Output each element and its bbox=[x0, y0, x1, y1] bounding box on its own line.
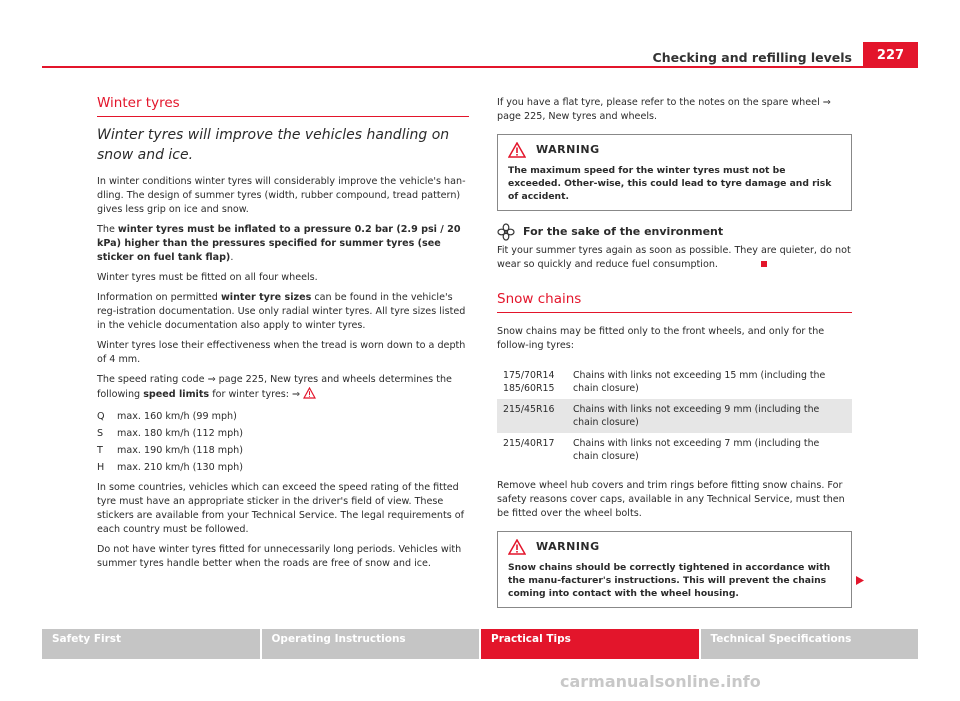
warning-title: WARNING bbox=[536, 143, 600, 156]
speed-value: max. 180 km/h (112 mph) bbox=[117, 428, 243, 439]
tab-technical-specifications[interactable]: Technical Specifications bbox=[701, 629, 919, 659]
section-subtitle: Winter tyres will improve the vehicles handling on snow and ice. bbox=[97, 127, 450, 163]
section-end-marker bbox=[761, 261, 767, 267]
paragraph-stickers: In some countries, vehicles which can exceed the speed rating of the fitted tyre must have an appropriate sticker in the driver's field of view. These stickers are available from your Technical Service. The legal requirements of each country must be followed. bbox=[97, 482, 465, 535]
speed-value: max. 160 km/h (99 mph) bbox=[117, 411, 237, 422]
table-row bbox=[497, 433, 852, 467]
paragraph-tyre-sizes bbox=[97, 291, 469, 333]
bold-speed-limits: speed limits bbox=[143, 389, 210, 400]
tyre-size: 175/70R14 bbox=[503, 370, 555, 381]
tyre-size: 215/45R16 bbox=[503, 404, 555, 415]
snow-chains-table bbox=[497, 365, 852, 467]
table-cell-description: Chains with links not exceeding 9 mm (including the chain closure) bbox=[567, 399, 852, 433]
speed-value: max. 210 km/h (130 mph) bbox=[117, 462, 243, 473]
list-item bbox=[97, 444, 469, 458]
environment-header bbox=[497, 223, 852, 241]
bold-pressure-text: winter tyres must be inflated to a pressure 0.2 bar (2.9 psi / 20 kPa) higher than the pressures specified for summer tyres (see sticker on fuel tank flap) bbox=[97, 224, 461, 263]
table-cell-description: Chains with links not exceeding 7 mm (including the chain closure) bbox=[573, 438, 820, 462]
text-fragment: for winter tyres: ⇒ bbox=[209, 389, 304, 400]
paragraph-long-periods: Do not have winter tyres fitted for unnecessarily long periods. Vehicles with summer tyres handle better when the roads are free of snow and ice. bbox=[97, 544, 462, 569]
paragraph-pressure bbox=[97, 223, 469, 265]
table-cell-size bbox=[497, 433, 567, 467]
warning-text: Snow chains should be correctly tightened in accordance with the manu-facturer's instructions. This will prevent the chains coming into contact with the wheel housing. bbox=[508, 562, 831, 599]
section-title-snow-chains: Snow chains bbox=[497, 292, 852, 313]
table-cell-description: Chains with links not exceeding 15 mm (including the chain closure) bbox=[573, 370, 826, 394]
paragraph-hub-covers: Remove wheel hub covers and trim rings before fitting snow chains. For safety reasons cover caps, available in any Technical Service, must then be fitted over the wheel bolts. bbox=[497, 480, 845, 519]
text-fragment: Fit your summer tyres again as soon as possible. They are quieter, do not wear so quickly and reduce fuel consumption. bbox=[497, 245, 851, 270]
paragraph-four-wheels: Winter tyres must be fitted on all four wheels. bbox=[97, 272, 318, 283]
tab-operating-instructions[interactable]: Operating Instructions bbox=[262, 629, 482, 659]
continue-arrow-icon bbox=[856, 570, 864, 589]
footer-navigation bbox=[42, 629, 918, 659]
warning-triangle-icon bbox=[508, 142, 526, 158]
table-cell-size bbox=[497, 399, 567, 433]
paragraph-winter-conditions: In winter conditions winter tyres will considerably improve the vehicle's han-dling. The design of summer tyres (width, rubber compound, tread pattern) gives less grip on ice and snow. bbox=[97, 176, 466, 215]
text-fragment: The speed rating code ⇒ page 225, New tyres and wheels determines the following bbox=[97, 374, 452, 400]
paragraph-speed-rating bbox=[97, 373, 469, 404]
tab-safety-first[interactable]: Safety First bbox=[42, 629, 262, 659]
warning-box-chains bbox=[497, 531, 852, 608]
environment-title: For the sake of the environment bbox=[523, 225, 724, 238]
list-item bbox=[97, 461, 469, 475]
tyre-size: 215/40R17 bbox=[503, 438, 555, 449]
text-fragment: can be found in the vehicle's reg-istration documentation. Use only radial winter tyres. All tyre sizes listed in the vehicle documentation also apply to winter tyres. bbox=[97, 292, 466, 331]
environment-text bbox=[497, 244, 852, 272]
speed-code: H bbox=[97, 462, 105, 473]
text-fragment: The bbox=[97, 224, 118, 235]
left-column bbox=[97, 96, 469, 577]
table-cell-size bbox=[497, 365, 567, 399]
bold-tyre-sizes: winter tyre sizes bbox=[220, 292, 312, 303]
paragraph-chains-intro: Snow chains may be fitted only to the front wheels, and only for the follow-ing tyres: bbox=[497, 326, 825, 351]
header-divider bbox=[42, 66, 918, 68]
tyre-size: 185/60R15 bbox=[503, 383, 555, 394]
warning-text: The maximum speed for the winter tyres must not be exceeded. Other-wise, this could lead to tyre damage and risk of accident. bbox=[508, 165, 832, 202]
speed-code: S bbox=[97, 428, 104, 439]
section-title-winter-tyres: Winter tyres bbox=[97, 96, 469, 117]
tab-practical-tips[interactable]: Practical Tips bbox=[481, 629, 701, 659]
right-column bbox=[497, 96, 852, 620]
text-fragment: Information on permitted bbox=[97, 292, 221, 303]
table-row bbox=[497, 365, 852, 399]
table-row bbox=[497, 399, 852, 433]
speed-code: T bbox=[97, 445, 103, 456]
paragraph-tread-depth: Winter tyres lose their effectiveness when the tread is worn down to a depth of 4 mm. bbox=[97, 340, 466, 365]
list-item bbox=[97, 427, 469, 441]
warning-header bbox=[498, 135, 851, 164]
speed-value: max. 190 km/h (118 mph) bbox=[117, 445, 243, 456]
paragraph-flat-tyre: If you have a flat tyre, please refer to the notes on the spare wheel ⇒ page 225, New tyres and wheels. bbox=[497, 97, 831, 122]
warning-header bbox=[498, 532, 851, 561]
speed-code: Q bbox=[97, 411, 105, 422]
watermark: carmanualsonline.info bbox=[560, 672, 761, 691]
text-fragment: . bbox=[230, 252, 234, 263]
speed-limit-list bbox=[97, 410, 469, 475]
warning-triangle-icon[interactable] bbox=[303, 387, 316, 404]
flower-environment-icon bbox=[497, 223, 515, 241]
warning-box-speed bbox=[497, 134, 852, 211]
warning-title: WARNING bbox=[536, 540, 600, 553]
list-item bbox=[97, 410, 469, 424]
running-header-title: Checking and refilling levels bbox=[652, 50, 852, 65]
warning-triangle-icon bbox=[508, 539, 526, 555]
page-number: 227 bbox=[863, 42, 918, 68]
